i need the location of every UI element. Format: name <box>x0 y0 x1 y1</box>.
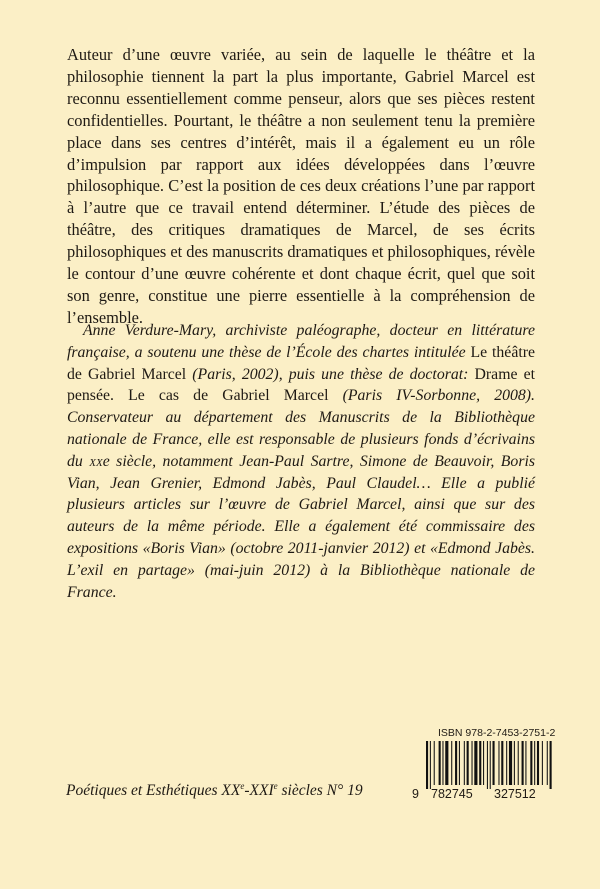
barcode-bar <box>506 741 507 785</box>
barcode-bar <box>501 741 503 785</box>
barcode-bar <box>487 741 488 789</box>
barcode-bar <box>547 741 548 785</box>
barcode-bar <box>490 741 491 789</box>
bio-century: xx <box>89 452 103 470</box>
barcode-digits-left: 782745 <box>431 787 473 801</box>
barcode-bar <box>522 741 524 785</box>
bio-thesis-title-2: Drame et pensée. Le cas de Gabriel Marcel <box>67 365 535 405</box>
series-text-3: siècles N° 19 <box>277 782 363 800</box>
barcode-bar <box>498 741 499 785</box>
barcode-bar <box>514 741 515 785</box>
barcode-bar <box>426 741 428 789</box>
barcode-digits-right: 327512 <box>494 787 536 801</box>
barcode <box>412 741 564 789</box>
barcode-bar <box>439 741 441 785</box>
barcode-bar <box>550 741 552 789</box>
barcode-bar <box>483 741 484 785</box>
bio-thesis-title-1: Le théâtre de Gabriel Marcel <box>67 343 535 383</box>
barcode-bar <box>445 741 448 785</box>
barcode-bar <box>518 741 519 785</box>
barcode-bar <box>430 741 431 789</box>
isbn-label: ISBN 978-2-7453-2751-2 <box>438 727 556 739</box>
barcode-bar <box>534 741 535 785</box>
series-sup-2: e <box>273 781 278 791</box>
barcode-bar <box>542 741 543 785</box>
bio-text-2: (Paris, 2002), puis une thèse de doctorat: <box>186 365 475 383</box>
barcode-bar <box>474 741 477 785</box>
series-line <box>66 781 363 800</box>
barcode-bar <box>467 741 469 785</box>
author-bio <box>67 320 535 603</box>
barcode-bar <box>451 741 452 785</box>
barcode-bar <box>434 741 435 785</box>
barcode-bar <box>464 741 465 785</box>
bio-text-3: (Paris IV-Sorbonne, 2008). Conservateur au département des Manuscrits de la Bibliothèque nationale de France, elle est responsable de plusieurs fonds d’écrivains du <box>67 387 535 470</box>
barcode-bar <box>459 741 460 785</box>
barcode-bar <box>472 741 473 785</box>
barcode-bar <box>479 741 481 785</box>
barcode-bar <box>530 741 532 785</box>
bio-text-1: Anne Verdure-Mary, archiviste paléographe, docteur en littérature française, a soutenu une thèse de l’École des chartes intitulée <box>67 322 535 361</box>
barcode-bar <box>525 741 526 785</box>
barcode-bar <box>509 741 512 785</box>
series-sup-1: e <box>240 781 245 791</box>
barcode-digit-first: 9 <box>412 787 419 801</box>
series-text-2: -XXI <box>244 782 274 800</box>
barcode-block <box>412 727 564 801</box>
barcode-bar <box>442 741 443 785</box>
barcode-bar <box>493 741 495 785</box>
barcode-bar <box>537 741 539 785</box>
summary-paragraph: Auteur d’une œuvre variée, au sein de laquelle le théâtre et la philosophie tiennent la part la plus importante, Gabriel Marcel est reconnu essentiellement comme penseur, alors que ses pièces restent confidentielles. Pourtant, le théâtre a non seulement tenu la première place dans ses centres d’intérêt, mais il a également eu un rôle d’impulsion par rapport aux idées développées dans l’œuvre philosophique. C’est la position de ces deux créations l’une par rapport à l’autre que ce travail entend déterminer. L’étude des pièces de théâtre, des critiques dramatiques de Marcel, de ses écrits philosophiques et des manuscrits dramatiques et philosophiques, révèle le contour d’une œuvre cohérente et dont chaque écrit, quel que soit son genre, constitue une pierre essentielle à la compréhension de l’ensemble. <box>67 45 535 327</box>
bio-text-4: e siècle, notamment Jean-Paul Sartre, Simone de Beauvoir, Boris Vian, Jean Grenier, Edmond Jabès, Paul Claudel… Elle a publié plusieurs articles sur l’œuvre de Gabriel Marcel, ainsi que sur des auteurs de la même période. Elle a également été commissaire des expositions «Boris Vian» (octobre 2011-janvier 2012) et «Edmond Jabès. L’exil en partage» (mai-juin 2012) à la Bibliothèque nationale de France. <box>67 452 536 601</box>
series-text-1: Poétiques et Esthétiques XX <box>66 782 241 800</box>
barcode-bar <box>455 741 457 785</box>
